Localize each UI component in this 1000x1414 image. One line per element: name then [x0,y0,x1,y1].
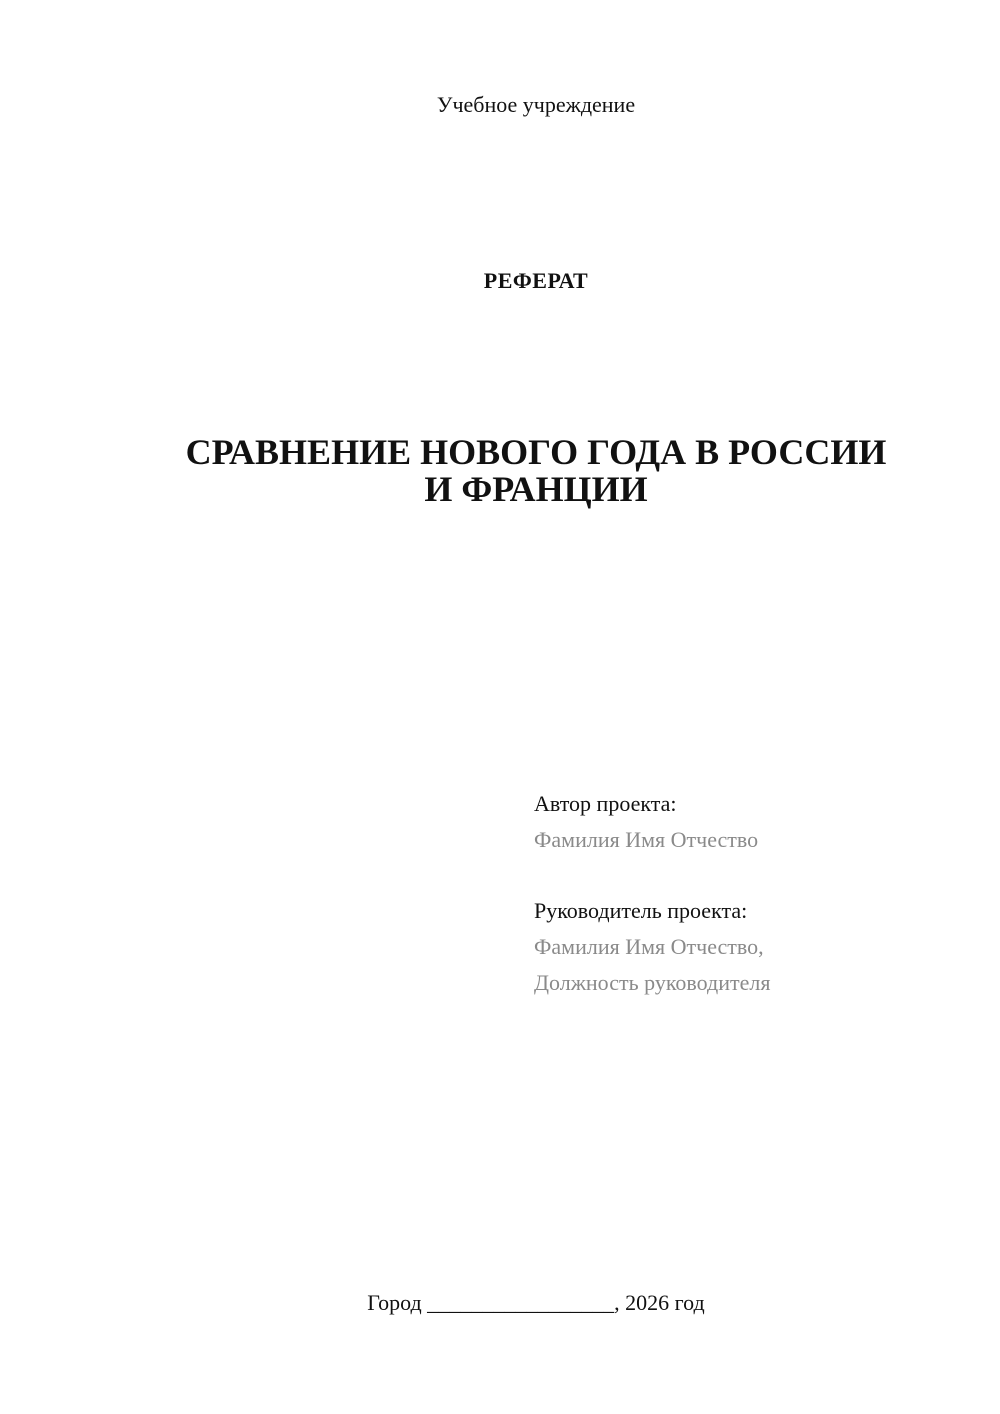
supervisor-label: Руководитель проекта: [534,898,748,923]
title-line-2: И ФРАНЦИИ [424,469,648,509]
city-year-line: Город _________________, 2026 год [367,1290,705,1315]
author-name: Фамилия Имя Отчество [534,827,759,852]
author-label: Автор проекта: [534,791,677,816]
spacer [534,858,974,893]
document-type: РЕФЕРАТ [483,268,589,293]
document-title [100,434,972,508]
supervisor-position: Должность руководителя [534,970,771,995]
title-line-1: СРАВНЕНИЕ НОВОГО ГОДА В РОССИИ [185,432,887,472]
institution-name: Учебное учреждение [436,92,636,117]
project-info [534,786,974,1001]
supervisor-name: Фамилия Имя Отчество, [534,934,764,959]
